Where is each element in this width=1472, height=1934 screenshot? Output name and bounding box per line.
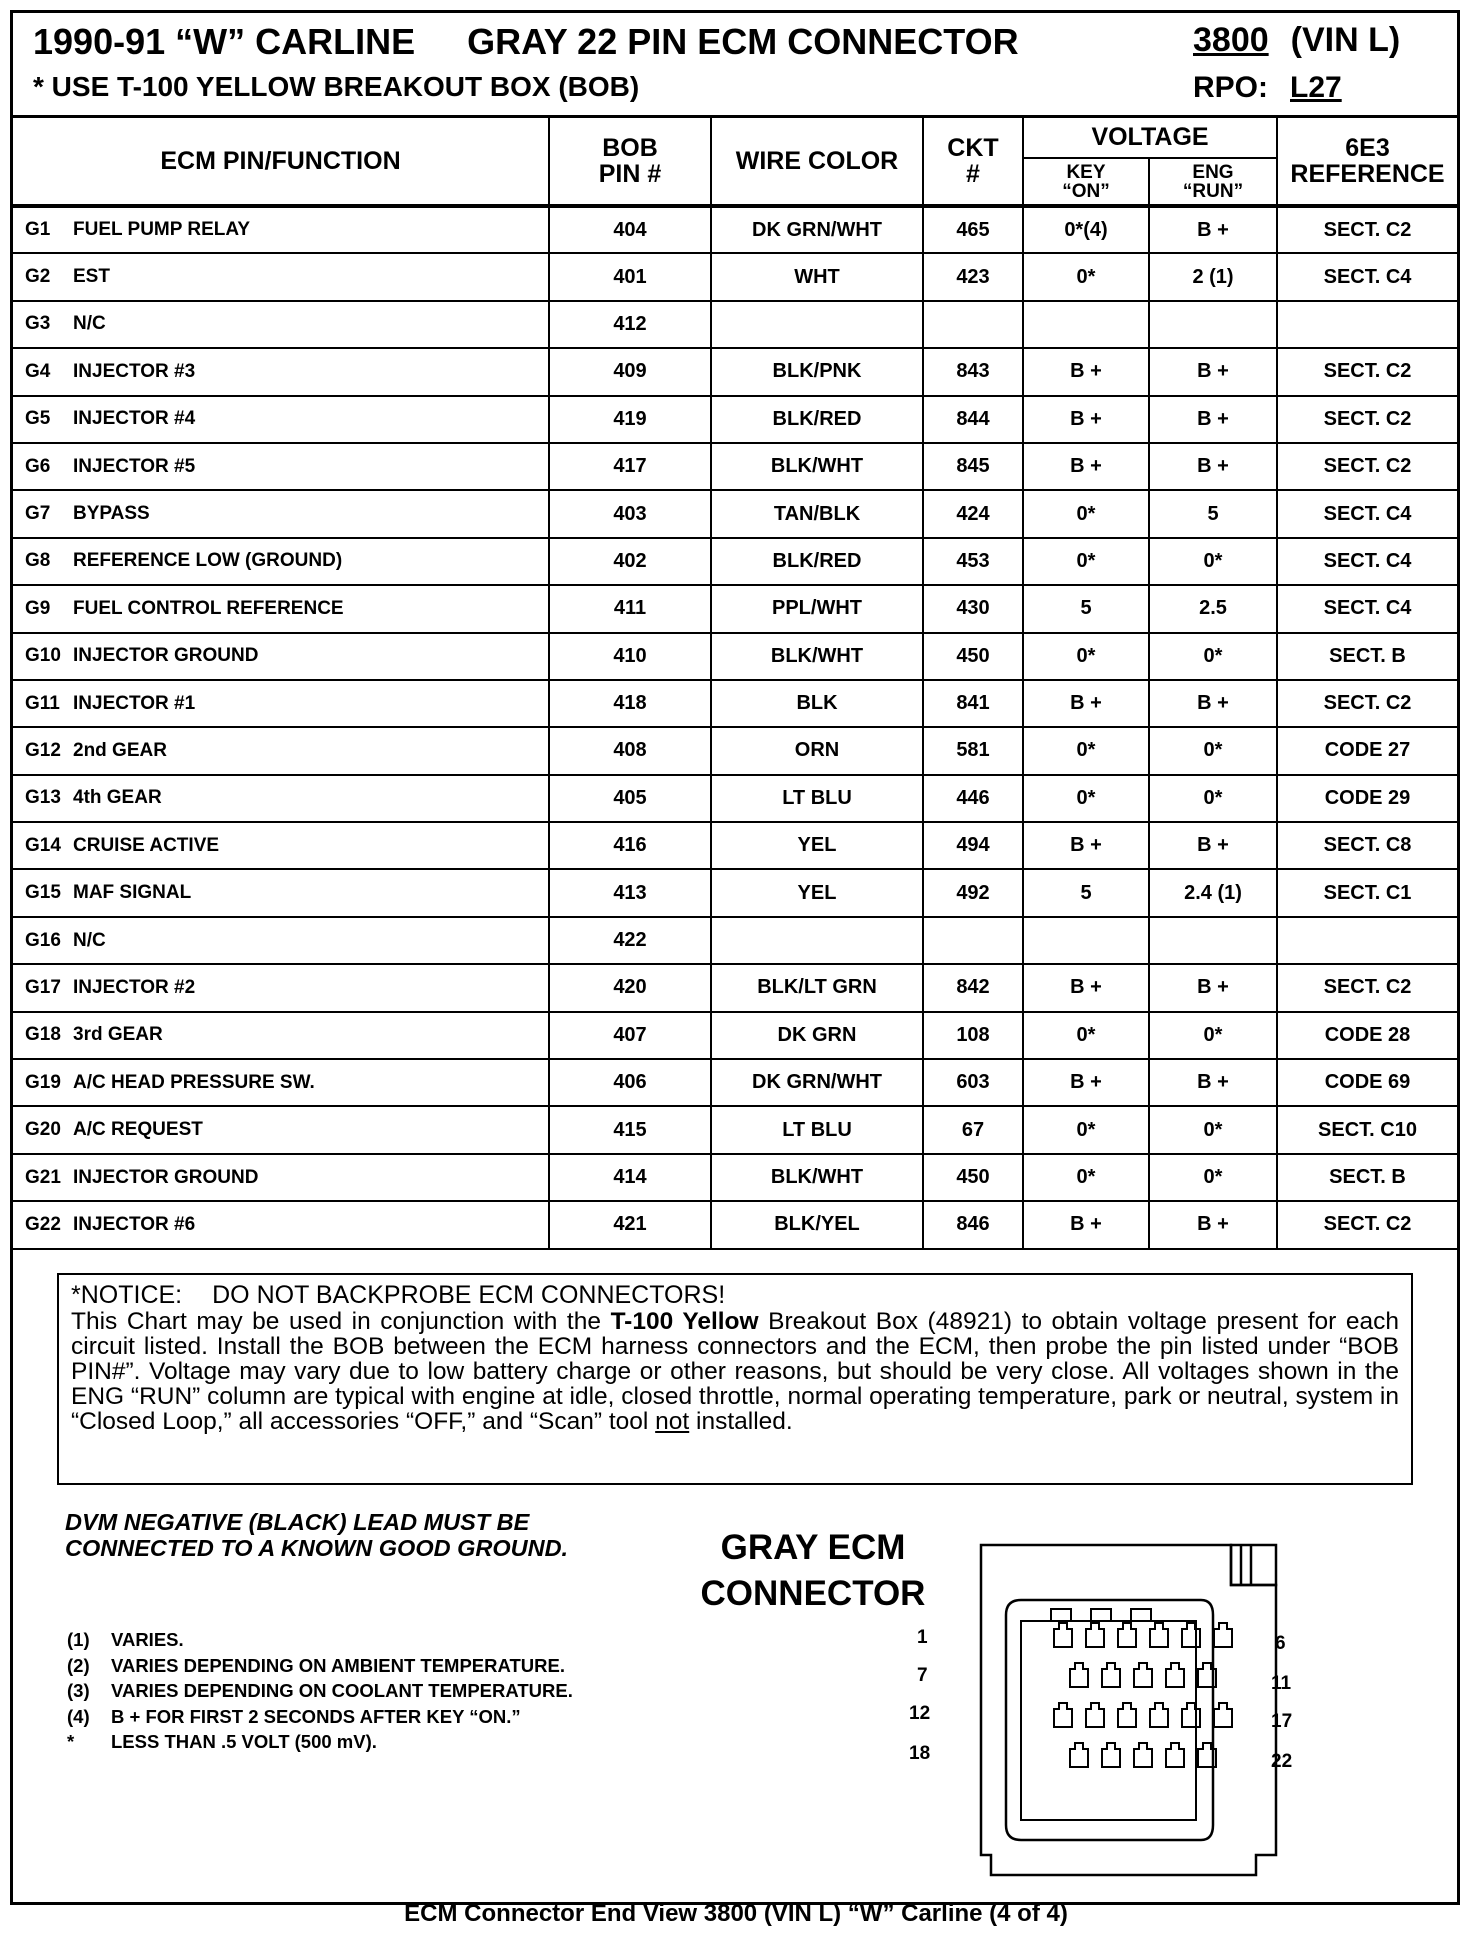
key-on-voltage bbox=[1023, 301, 1149, 348]
wire-color: BLK/WHT bbox=[711, 633, 923, 680]
reference: SECT. C2 bbox=[1277, 443, 1457, 490]
pin-label-6: 6 bbox=[1275, 1633, 1286, 1654]
pin-cavity bbox=[1214, 1703, 1232, 1727]
bob-pin: 414 bbox=[549, 1154, 711, 1201]
key-on-voltage: 0* bbox=[1023, 1106, 1149, 1153]
pin-function: G18 3rd GEAR bbox=[13, 1012, 549, 1059]
pin-label-7: 7 bbox=[917, 1665, 928, 1686]
footnote: (3) VARIES DEPENDING ON COOLANT TEMPERATURE. bbox=[67, 1680, 573, 1701]
table-row bbox=[13, 490, 1457, 537]
reference: SECT. C4 bbox=[1277, 253, 1457, 300]
footnote: * LESS THAN .5 VOLT (500 mV). bbox=[67, 1731, 377, 1752]
table-row bbox=[13, 917, 1457, 964]
pin-function: G20 A/C REQUEST bbox=[13, 1106, 549, 1153]
bob-pin: 422 bbox=[549, 917, 711, 964]
col-bob-pin: BOB PIN # bbox=[549, 118, 711, 206]
circuit-number: 108 bbox=[923, 1012, 1023, 1059]
wire-color: LT BLU bbox=[711, 1106, 923, 1153]
key-on-voltage: 0* bbox=[1023, 727, 1149, 774]
pin-cavity bbox=[1102, 1663, 1120, 1687]
bob-pin: 409 bbox=[549, 348, 711, 395]
reference: CODE 27 bbox=[1277, 727, 1457, 774]
reference bbox=[1277, 917, 1457, 964]
vin-code: (VIN L) bbox=[1290, 21, 1401, 59]
table-row bbox=[13, 301, 1457, 348]
wire-color: BLK/YEL bbox=[711, 1201, 923, 1248]
wire-color: LT BLU bbox=[711, 775, 923, 822]
eng-run-voltage: 2.4 (1) bbox=[1149, 869, 1277, 916]
chart-title bbox=[33, 21, 1019, 63]
eng-run-voltage: B + bbox=[1149, 1201, 1277, 1248]
pin-label-18: 18 bbox=[909, 1743, 931, 1764]
circuit-number: 67 bbox=[923, 1106, 1023, 1153]
reference: SECT. C2 bbox=[1277, 964, 1457, 1011]
pin-cavity bbox=[1054, 1703, 1072, 1727]
circuit-number: 494 bbox=[923, 822, 1023, 869]
circuit-number: 492 bbox=[923, 869, 1023, 916]
reference: SECT. C1 bbox=[1277, 869, 1457, 916]
reference: SECT. C2 bbox=[1277, 206, 1457, 253]
key-on-voltage: 0* bbox=[1023, 1012, 1149, 1059]
wire-color: DK GRN bbox=[711, 1012, 923, 1059]
pin-cavity bbox=[1150, 1623, 1168, 1647]
circuit-number: 423 bbox=[923, 253, 1023, 300]
key-on-voltage: B + bbox=[1023, 964, 1149, 1011]
circuit-number: 446 bbox=[923, 775, 1023, 822]
key-on-voltage: 0* bbox=[1023, 253, 1149, 300]
wire-color: PPL/WHT bbox=[711, 585, 923, 632]
pin-label-1: 1 bbox=[917, 1627, 928, 1648]
key-on-voltage: 0*(4) bbox=[1023, 206, 1149, 253]
wire-color: WHT bbox=[711, 253, 923, 300]
eng-run-voltage: 0* bbox=[1149, 1012, 1277, 1059]
circuit-number: 450 bbox=[923, 633, 1023, 680]
table-row bbox=[13, 1012, 1457, 1059]
circuit-number: 450 bbox=[923, 1154, 1023, 1201]
col-key-on: KEY “ON” bbox=[1023, 158, 1149, 206]
pin-function: G11 INJECTOR #1 bbox=[13, 680, 549, 727]
circuit-number: 465 bbox=[923, 206, 1023, 253]
circuit-number: 603 bbox=[923, 1059, 1023, 1106]
col-eng-run: ENG “RUN” bbox=[1149, 158, 1277, 206]
eng-run-voltage: B + bbox=[1149, 1059, 1277, 1106]
eng-run-voltage: B + bbox=[1149, 348, 1277, 395]
pin-cavity bbox=[1214, 1623, 1232, 1647]
bob-pin: 408 bbox=[549, 727, 711, 774]
eng-run-voltage: 2.5 bbox=[1149, 585, 1277, 632]
chart-sheet bbox=[10, 10, 1460, 1905]
circuit-number: 846 bbox=[923, 1201, 1023, 1248]
bob-pin: 418 bbox=[549, 680, 711, 727]
pin-function: G3 N/C bbox=[13, 301, 549, 348]
key-on-voltage: B + bbox=[1023, 822, 1149, 869]
key-on-voltage: B + bbox=[1023, 443, 1149, 490]
eng-run-voltage: 0* bbox=[1149, 1106, 1277, 1153]
bob-pin: 405 bbox=[549, 775, 711, 822]
reference: SECT. C2 bbox=[1277, 680, 1457, 727]
bob-pin: 406 bbox=[549, 1059, 711, 1106]
circuit-number bbox=[923, 917, 1023, 964]
col-voltage: VOLTAGE bbox=[1023, 118, 1277, 158]
pin-function: G17 INJECTOR #2 bbox=[13, 964, 549, 1011]
pin-function: G13 4th GEAR bbox=[13, 775, 549, 822]
eng-run-voltage: B + bbox=[1149, 396, 1277, 443]
eng-run-voltage: 0* bbox=[1149, 633, 1277, 680]
notice-warning: DO NOT BACKPROBE ECM CONNECTORS! bbox=[212, 1281, 726, 1309]
footnote: (2) VARIES DEPENDING ON AMBIENT TEMPERATURE. bbox=[67, 1654, 565, 1676]
eng-run-voltage: B + bbox=[1149, 206, 1277, 253]
connector-title: GRAY 22 PIN ECM CONNECTOR bbox=[467, 21, 1019, 62]
eng-run-voltage bbox=[1149, 301, 1277, 348]
wire-color: ORN bbox=[711, 727, 923, 774]
pin-function: G10 INJECTOR GROUND bbox=[13, 633, 549, 680]
bob-pin: 410 bbox=[549, 633, 711, 680]
pin-function: G19 A/C HEAD PRESSURE SW. bbox=[13, 1059, 549, 1106]
table-row bbox=[13, 443, 1457, 490]
key-on-voltage: B + bbox=[1023, 1059, 1149, 1106]
eng-run-voltage: B + bbox=[1149, 443, 1277, 490]
eng-run-voltage: B + bbox=[1149, 822, 1277, 869]
table-row bbox=[13, 1059, 1457, 1106]
circuit-number: 841 bbox=[923, 680, 1023, 727]
footnotes bbox=[67, 1627, 573, 1755]
reference: SECT. C2 bbox=[1277, 396, 1457, 443]
rpo-id bbox=[1193, 71, 1342, 105]
eng-run-voltage: B + bbox=[1149, 964, 1277, 1011]
bob-pin: 412 bbox=[549, 301, 711, 348]
wire-color: BLK/WHT bbox=[711, 1154, 923, 1201]
reference: CODE 28 bbox=[1277, 1012, 1457, 1059]
bob-pin: 416 bbox=[549, 822, 711, 869]
circuit-number: 842 bbox=[923, 964, 1023, 1011]
pin-function: G5 INJECTOR #4 bbox=[13, 396, 549, 443]
bob-pin: 402 bbox=[549, 538, 711, 585]
table-row bbox=[13, 348, 1457, 395]
pin-label-12: 12 bbox=[909, 1703, 931, 1724]
engine-id bbox=[1193, 21, 1400, 60]
page-footer: ECM Connector End View 3800 (VIN L) “W” Carline (4 of 4) bbox=[404, 1900, 1068, 1927]
chart-header bbox=[13, 13, 1457, 118]
key-on-voltage: B + bbox=[1023, 348, 1149, 395]
connector-label: GRAY ECM CONNECTOR bbox=[700, 1528, 926, 1613]
notice-label: *NOTICE: bbox=[71, 1281, 183, 1309]
breakout-box-note: * USE T-100 YELLOW BREAKOUT BOX (BOB) bbox=[33, 71, 640, 102]
bob-pin: 407 bbox=[549, 1012, 711, 1059]
key-on-voltage: 0* bbox=[1023, 490, 1149, 537]
table-row bbox=[13, 206, 1457, 253]
pin-function: G15 MAF SIGNAL bbox=[13, 869, 549, 916]
pin-cavity bbox=[1182, 1623, 1200, 1647]
footnote: (4) B + FOR FIRST 2 SECONDS AFTER KEY “ON.” bbox=[67, 1705, 521, 1727]
wire-color: BLK/RED bbox=[711, 396, 923, 443]
wire-color: BLK/LT GRN bbox=[711, 964, 923, 1011]
notice-box bbox=[57, 1273, 1413, 1485]
key-on-voltage: 0* bbox=[1023, 1154, 1149, 1201]
wire-color: BLK/WHT bbox=[711, 443, 923, 490]
notice-heading bbox=[71, 1281, 1399, 1309]
wire-color bbox=[711, 917, 923, 964]
wire-color: DK GRN/WHT bbox=[711, 1059, 923, 1106]
table-row bbox=[13, 1106, 1457, 1153]
circuit-number: 845 bbox=[923, 443, 1023, 490]
pin-cavity bbox=[1134, 1663, 1152, 1687]
circuit-number bbox=[923, 301, 1023, 348]
pin-function: G21 INJECTOR GROUND bbox=[13, 1154, 549, 1201]
bob-pin: 401 bbox=[549, 253, 711, 300]
pin-cavity bbox=[1182, 1703, 1200, 1727]
circuit-number: 424 bbox=[923, 490, 1023, 537]
connector-diagram bbox=[951, 1525, 1301, 1895]
eng-run-voltage: 0* bbox=[1149, 538, 1277, 585]
eng-run-voltage: 0* bbox=[1149, 775, 1277, 822]
dvm-warning: DVM NEGATIVE (BLACK) LEAD MUST BE CONNECTED TO A KNOWN GOOD GROUND. bbox=[65, 1509, 569, 1561]
pin-function: G14 CRUISE ACTIVE bbox=[13, 822, 549, 869]
table-row bbox=[13, 964, 1457, 1011]
bob-pin: 413 bbox=[549, 869, 711, 916]
pin-function: G1 FUEL PUMP RELAY bbox=[13, 206, 549, 253]
key-on-voltage: 0* bbox=[1023, 633, 1149, 680]
rpo-label: RPO: bbox=[1193, 71, 1268, 104]
table-row bbox=[13, 396, 1457, 443]
table-row bbox=[13, 1201, 1457, 1248]
pin-function: G8 REFERENCE LOW (GROUND) bbox=[13, 538, 549, 585]
wire-color: BLK/PNK bbox=[711, 348, 923, 395]
eng-run-voltage: 2 (1) bbox=[1149, 253, 1277, 300]
pin-label-22: 22 bbox=[1271, 1751, 1293, 1772]
col-ckt: CKT # bbox=[923, 118, 1023, 206]
engine-code: 3800 bbox=[1193, 21, 1269, 59]
key-on-voltage: B + bbox=[1023, 396, 1149, 443]
bob-pin: 403 bbox=[549, 490, 711, 537]
circuit-number: 453 bbox=[923, 538, 1023, 585]
col-reference: 6E3 REFERENCE bbox=[1277, 118, 1457, 206]
pin-function: G22 INJECTOR #6 bbox=[13, 1201, 549, 1248]
circuit-number: 581 bbox=[923, 727, 1023, 774]
pin-label-17: 17 bbox=[1271, 1711, 1293, 1732]
table-row bbox=[13, 585, 1457, 632]
table-row bbox=[13, 633, 1457, 680]
key-on-voltage: B + bbox=[1023, 1201, 1149, 1248]
pin-cavity bbox=[1102, 1743, 1120, 1767]
pin-cavity bbox=[1070, 1743, 1088, 1767]
pin-cavity bbox=[1166, 1743, 1184, 1767]
bob-pin: 415 bbox=[549, 1106, 711, 1153]
bob-pin: 420 bbox=[549, 964, 711, 1011]
reference: SECT. B bbox=[1277, 633, 1457, 680]
pin-function: G4 INJECTOR #3 bbox=[13, 348, 549, 395]
wire-color: BLK/RED bbox=[711, 538, 923, 585]
reference: CODE 69 bbox=[1277, 1059, 1457, 1106]
circuit-number: 843 bbox=[923, 348, 1023, 395]
reference: SECT. C2 bbox=[1277, 348, 1457, 395]
eng-run-voltage: 0* bbox=[1149, 1154, 1277, 1201]
key-on-voltage: 5 bbox=[1023, 585, 1149, 632]
eng-run-voltage bbox=[1149, 917, 1277, 964]
reference: SECT. C4 bbox=[1277, 585, 1457, 632]
bob-pin: 421 bbox=[549, 1201, 711, 1248]
pin-label-11: 11 bbox=[1271, 1673, 1292, 1694]
table-row bbox=[13, 775, 1457, 822]
wire-color: TAN/BLK bbox=[711, 490, 923, 537]
carline-title: 1990-91 “W” CARLINE bbox=[33, 21, 416, 62]
pin-cavity bbox=[1150, 1703, 1168, 1727]
key-on-voltage: B + bbox=[1023, 680, 1149, 727]
eng-run-voltage: 5 bbox=[1149, 490, 1277, 537]
key-on-voltage: 0* bbox=[1023, 538, 1149, 585]
key-on-voltage: 0* bbox=[1023, 775, 1149, 822]
reference: SECT. B bbox=[1277, 1154, 1457, 1201]
pin-cavity bbox=[1166, 1663, 1184, 1687]
pin-cavity bbox=[1118, 1623, 1136, 1647]
pin-cavity bbox=[1134, 1743, 1152, 1767]
table-row bbox=[13, 538, 1457, 585]
pin-function: G9 FUEL CONTROL REFERENCE bbox=[13, 585, 549, 632]
notice-body: This Chart may be used in conjunction with the T-100 Yellow Breakout Box (48921) to obtain voltage present for each circuit listed. Install the BOB between the ECM harness connectors and the ECM, then probe the pin listed under “BOB PIN#”. Voltage may vary due to low battery charge or other reasons, but should be very close. All voltages shown in the ENG “RUN” column are typical with engine at idle, closed throttle, normal operating temperature, park or neutral, system in “Closed Loop,” all accessories “OFF,” and “Scan” tool not installed. bbox=[71, 1308, 1399, 1435]
reference: CODE 29 bbox=[1277, 775, 1457, 822]
circuit-number: 844 bbox=[923, 396, 1023, 443]
wire-color: DK GRN/WHT bbox=[711, 206, 923, 253]
table-row bbox=[13, 869, 1457, 916]
footnote: (1) VARIES. bbox=[67, 1629, 184, 1650]
pin-cavity bbox=[1118, 1703, 1136, 1727]
bob-pin: 417 bbox=[549, 443, 711, 490]
table-row bbox=[13, 727, 1457, 774]
pin-cavity bbox=[1086, 1703, 1104, 1727]
pin-cavity bbox=[1054, 1623, 1072, 1647]
pin-cavity bbox=[1070, 1663, 1088, 1687]
pin-cavity bbox=[1086, 1623, 1104, 1647]
wire-color: YEL bbox=[711, 822, 923, 869]
reference bbox=[1277, 301, 1457, 348]
reference: SECT. C4 bbox=[1277, 538, 1457, 585]
pin-function: G2 EST bbox=[13, 253, 549, 300]
wire-color bbox=[711, 301, 923, 348]
table-row bbox=[13, 822, 1457, 869]
bob-pin: 419 bbox=[549, 396, 711, 443]
col-function: ECM PIN/FUNCTION bbox=[13, 118, 549, 206]
key-on-voltage bbox=[1023, 917, 1149, 964]
rpo-value: L27 bbox=[1290, 71, 1342, 104]
pin-function: G7 BYPASS bbox=[13, 490, 549, 537]
reference: SECT. C8 bbox=[1277, 822, 1457, 869]
table-row bbox=[13, 1154, 1457, 1201]
bob-pin: 404 bbox=[549, 206, 711, 253]
table-row bbox=[13, 680, 1457, 727]
col-wire-color: WIRE COLOR bbox=[711, 118, 923, 206]
bob-pin: 411 bbox=[549, 585, 711, 632]
pin-function: G12 2nd GEAR bbox=[13, 727, 549, 774]
pin-table bbox=[13, 118, 1457, 1250]
key-on-voltage: 5 bbox=[1023, 869, 1149, 916]
circuit-number: 430 bbox=[923, 585, 1023, 632]
wire-color: BLK bbox=[711, 680, 923, 727]
eng-run-voltage: B + bbox=[1149, 680, 1277, 727]
reference: SECT. C10 bbox=[1277, 1106, 1457, 1153]
reference: SECT. C4 bbox=[1277, 490, 1457, 537]
wire-color: YEL bbox=[711, 869, 923, 916]
pin-function: G6 INJECTOR #5 bbox=[13, 443, 549, 490]
pin-function: G16 N/C bbox=[13, 917, 549, 964]
reference: SECT. C2 bbox=[1277, 1201, 1457, 1248]
eng-run-voltage: 0* bbox=[1149, 727, 1277, 774]
table-row bbox=[13, 253, 1457, 300]
